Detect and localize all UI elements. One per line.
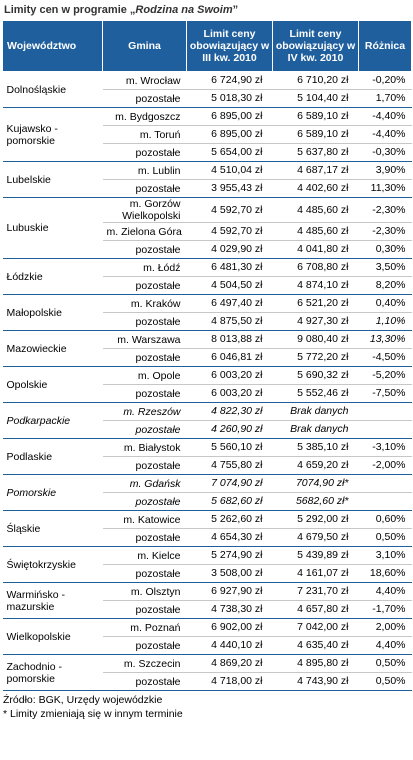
title-program-name: Rodzina na Swoim <box>135 4 233 16</box>
limit-iv-cell: 6 708,80 zł <box>273 259 359 277</box>
header-roznica: Różnica <box>359 21 412 72</box>
table-row <box>3 295 412 313</box>
limit-iv-cell: 7 231,70 zł <box>273 583 359 601</box>
limit-iii-cell: 8 013,88 zł <box>187 331 273 349</box>
limit-iii-cell: 6 003,20 zł <box>187 367 273 385</box>
roznica-cell: -2,00% <box>359 457 412 475</box>
gmina-cell: pozostałe <box>103 180 187 198</box>
limit-iii-cell: 6 003,20 zł <box>187 385 273 403</box>
gmina-cell: m. Wrocław <box>103 72 187 90</box>
gmina-cell: pozostałe <box>103 313 187 331</box>
limit-iii-cell: 4 822,30 zł <box>187 403 273 421</box>
gmina-cell: m. Toruń <box>103 126 187 144</box>
limit-iii-cell: 3 508,00 zł <box>187 565 273 583</box>
roznica-cell: 0,50% <box>359 655 412 673</box>
roznica-cell: -5,20% <box>359 367 412 385</box>
table-row <box>3 331 412 349</box>
roznica-cell: 0,40% <box>359 295 412 313</box>
table-header <box>3 21 412 72</box>
roznica-cell: -2,30% <box>359 223 412 241</box>
table-row <box>3 655 412 673</box>
limit-iv-cell: 7074,90 zł* <box>273 475 359 493</box>
limit-iii-cell: 4 440,10 zł <box>187 637 273 655</box>
gmina-cell: pozostałe <box>103 565 187 583</box>
roznica-cell: -4,40% <box>359 126 412 144</box>
limit-iv-cell: 5 292,00 zł <box>273 511 359 529</box>
table-row <box>3 198 412 223</box>
header-row <box>3 21 412 72</box>
limit-iv-cell: 4 927,30 zł <box>273 313 359 331</box>
gmina-cell: pozostałe <box>103 241 187 259</box>
limit-iv-cell: 6 589,10 zł <box>273 108 359 126</box>
limit-iii-cell: 4 718,00 zł <box>187 673 273 691</box>
roznica-cell: 4,40% <box>359 637 412 655</box>
roznica-cell: -0,20% <box>359 72 412 90</box>
roznica-cell: 18,60% <box>359 565 412 583</box>
roznica-cell: 8,20% <box>359 277 412 295</box>
limit-iii-cell: 4 504,50 zł <box>187 277 273 295</box>
roznica-cell: 2,00% <box>359 619 412 637</box>
source-note: Źródło: BGK, Urzędy wojewódzkie <box>3 694 163 706</box>
limit-iii-cell: 6 895,00 zł <box>187 126 273 144</box>
wojewodztwo-cell: Podkarpackie <box>3 403 103 439</box>
roznica-cell <box>359 475 412 493</box>
limit-iii-cell: 4 738,30 zł <box>187 601 273 619</box>
table-row <box>3 259 412 277</box>
wojewodztwo-cell: Zachodnio - pomorskie <box>3 655 103 691</box>
limit-iii-cell: 4 029,90 zł <box>187 241 273 259</box>
limit-iv-cell: 5 439,89 zł <box>273 547 359 565</box>
header-limit-iii: Limit ceny obowiązujący w III kw. 2010 <box>187 21 273 72</box>
limit-iii-cell: 4 592,70 zł <box>187 223 273 241</box>
wojewodztwo-cell: Mazowieckie <box>3 331 103 367</box>
table-row <box>3 72 412 90</box>
limit-iii-cell: 4 869,20 zł <box>187 655 273 673</box>
wojewodztwo-cell: Warmińsko - mazurskie <box>3 583 103 619</box>
limit-iii-cell: 5 018,30 zł <box>187 90 273 108</box>
gmina-cell: pozostałe <box>103 144 187 162</box>
limit-iv-cell: 4 895,80 zł <box>273 655 359 673</box>
roznica-cell: -3,10% <box>359 439 412 457</box>
limit-iii-cell: 6 046,81 zł <box>187 349 273 367</box>
limit-iv-cell: 4 657,80 zł <box>273 601 359 619</box>
roznica-cell: 4,40% <box>359 583 412 601</box>
roznica-cell: 0,30% <box>359 241 412 259</box>
limit-iv-cell: 5 552,46 zł <box>273 385 359 403</box>
limit-iv-cell: 4 635,40 zł <box>273 637 359 655</box>
gmina-cell: m. Gdańsk <box>103 475 187 493</box>
wojewodztwo-cell: Wielkopolskie <box>3 619 103 655</box>
roznica-cell: 3,50% <box>359 259 412 277</box>
limit-iii-cell: 5 682,60 zł <box>187 493 273 511</box>
limit-iv-cell: Brak danych <box>273 403 359 421</box>
limit-iv-cell: 5 690,32 zł <box>273 367 359 385</box>
gmina-cell: m. Białystok <box>103 439 187 457</box>
gmina-cell: m. Poznań <box>103 619 187 637</box>
limit-iv-cell: 4 687,17 zł <box>273 162 359 180</box>
limit-iii-cell: 5 262,60 zł <box>187 511 273 529</box>
table-row <box>3 619 412 637</box>
wojewodztwo-cell: Lubuskie <box>3 198 103 259</box>
wojewodztwo-cell: Dolnośląskie <box>3 72 103 108</box>
gmina-cell: pozostałe <box>103 421 187 439</box>
roznica-cell: 13,30% <box>359 331 412 349</box>
table-row <box>3 439 412 457</box>
limit-iv-cell: 4 161,07 zł <box>273 565 359 583</box>
gmina-cell: m. Rzeszów <box>103 403 187 421</box>
roznica-cell: -0,30% <box>359 144 412 162</box>
roznica-cell: 3,10% <box>359 547 412 565</box>
limit-iii-cell: 4 654,30 zł <box>187 529 273 547</box>
table-row <box>3 403 412 421</box>
wojewodztwo-cell: Świętokrzyskie <box>3 547 103 583</box>
limit-iv-cell: 5 104,40 zł <box>273 90 359 108</box>
gmina-cell: m. Łódź <box>103 259 187 277</box>
gmina-cell: m. Kielce <box>103 547 187 565</box>
limit-iii-cell: 4 875,50 zł <box>187 313 273 331</box>
header-limit-iv: Limit ceny obowiązujący w IV kw. 2010 <box>273 21 359 72</box>
limit-iv-cell: 4 485,60 zł <box>273 198 359 223</box>
limit-iii-cell: 4 592,70 zł <box>187 198 273 223</box>
wojewodztwo-cell: Opolskie <box>3 367 103 403</box>
gmina-cell: pozostałe <box>103 529 187 547</box>
limit-iv-cell: 6 710,20 zł <box>273 72 359 90</box>
wojewodztwo-cell: Małopolskie <box>3 295 103 331</box>
wojewodztwo-cell: Kujawsko - pomorskie <box>3 108 103 162</box>
gmina-cell: pozostałe <box>103 637 187 655</box>
limit-iv-cell: 6 521,20 zł <box>273 295 359 313</box>
wojewodztwo-cell: Łódzkie <box>3 259 103 295</box>
limit-iii-cell: 4 755,80 zł <box>187 457 273 475</box>
header-wojewodztwo: Województwo <box>3 21 103 72</box>
limit-iii-cell: 5 654,00 zł <box>187 144 273 162</box>
limit-iv-cell: 5682,60 zł* <box>273 493 359 511</box>
limit-iii-cell: 6 724,90 zł <box>187 72 273 90</box>
gmina-cell: pozostałe <box>103 673 187 691</box>
limit-iv-cell: 4 041,80 zł <box>273 241 359 259</box>
asterisk-note: * Limity zmieniają się w innym terminie <box>3 708 183 720</box>
table-row <box>3 583 412 601</box>
limit-iii-cell: 4 260,90 zł <box>187 421 273 439</box>
limit-iii-cell: 6 481,30 zł <box>187 259 273 277</box>
limit-iii-cell: 6 902,00 zł <box>187 619 273 637</box>
footer <box>0 693 413 721</box>
roznica-cell: -2,30% <box>359 198 412 223</box>
title-suffix: ” <box>232 4 239 16</box>
gmina-cell: m. Bydgoszcz <box>103 108 187 126</box>
table-row <box>3 108 412 126</box>
limit-iv-cell: 4 659,20 zł <box>273 457 359 475</box>
roznica-cell: 0,50% <box>359 673 412 691</box>
roznica-cell <box>359 493 412 511</box>
gmina-cell: m. Katowice <box>103 511 187 529</box>
limit-iv-cell: 4 874,10 zł <box>273 277 359 295</box>
gmina-cell: m. Olsztyn <box>103 583 187 601</box>
roznica-cell: -7,50% <box>359 385 412 403</box>
limit-iii-cell: 7 074,90 zł <box>187 475 273 493</box>
gmina-cell: pozostałe <box>103 349 187 367</box>
gmina-cell: pozostałe <box>103 457 187 475</box>
table-row <box>3 162 412 180</box>
gmina-cell: m. Szczecin <box>103 655 187 673</box>
title-prefix: Limity cen w programie „ <box>4 4 136 16</box>
table-body <box>3 72 412 691</box>
roznica-cell <box>359 403 412 421</box>
wojewodztwo-cell: Podlaskie <box>3 439 103 475</box>
page-title <box>0 0 413 20</box>
roznica-cell: -4,40% <box>359 108 412 126</box>
wojewodztwo-cell: Lubelskie <box>3 162 103 198</box>
table-row <box>3 511 412 529</box>
limit-iii-cell: 4 510,04 zł <box>187 162 273 180</box>
limit-iii-cell: 6 497,40 zł <box>187 295 273 313</box>
gmina-cell: pozostałe <box>103 90 187 108</box>
gmina-cell: pozostałe <box>103 277 187 295</box>
gmina-cell: m. Warszawa <box>103 331 187 349</box>
roznica-cell: 3,90% <box>359 162 412 180</box>
roznica-cell <box>359 421 412 439</box>
limit-iv-cell: 4 485,60 zł <box>273 223 359 241</box>
limit-iii-cell: 6 927,90 zł <box>187 583 273 601</box>
price-limits-table <box>2 20 412 691</box>
limit-iii-cell: 5 560,10 zł <box>187 439 273 457</box>
roznica-cell: -1,70% <box>359 601 412 619</box>
roznica-cell: 1,10% <box>359 313 412 331</box>
limit-iii-cell: 6 895,00 zł <box>187 108 273 126</box>
gmina-cell: pozostałe <box>103 493 187 511</box>
limit-iv-cell: 5 385,10 zł <box>273 439 359 457</box>
table-row <box>3 547 412 565</box>
limit-iv-cell: 4 743,90 zł <box>273 673 359 691</box>
header-gmina: Gmina <box>103 21 187 72</box>
roznica-cell: 11,30% <box>359 180 412 198</box>
table-row <box>3 367 412 385</box>
roznica-cell: 0,60% <box>359 511 412 529</box>
limit-iv-cell: 4 679,50 zł <box>273 529 359 547</box>
limit-iv-cell: 4 402,60 zł <box>273 180 359 198</box>
wojewodztwo-cell: Pomorskie <box>3 475 103 511</box>
table-row <box>3 475 412 493</box>
limit-iv-cell: 5 772,20 zł <box>273 349 359 367</box>
gmina-cell: m. Lublin <box>103 162 187 180</box>
gmina-cell: pozostałe <box>103 601 187 619</box>
gmina-cell: m. Opole <box>103 367 187 385</box>
roznica-cell: 0,50% <box>359 529 412 547</box>
limit-iv-cell: 9 080,40 zł <box>273 331 359 349</box>
roznica-cell: -4,50% <box>359 349 412 367</box>
wojewodztwo-cell: Śląskie <box>3 511 103 547</box>
limit-iii-cell: 5 274,90 zł <box>187 547 273 565</box>
roznica-cell: 1,70% <box>359 90 412 108</box>
limit-iv-cell: 7 042,00 zł <box>273 619 359 637</box>
gmina-cell: m. Gorzów Wielkopolski <box>103 198 187 223</box>
gmina-cell: pozostałe <box>103 385 187 403</box>
limit-iv-cell: Brak danych <box>273 421 359 439</box>
limit-iii-cell: 3 955,43 zł <box>187 180 273 198</box>
limit-iv-cell: 6 589,10 zł <box>273 126 359 144</box>
gmina-cell: m. Kraków <box>103 295 187 313</box>
gmina-cell: m. Zielona Góra <box>103 223 187 241</box>
limit-iv-cell: 5 637,80 zł <box>273 144 359 162</box>
